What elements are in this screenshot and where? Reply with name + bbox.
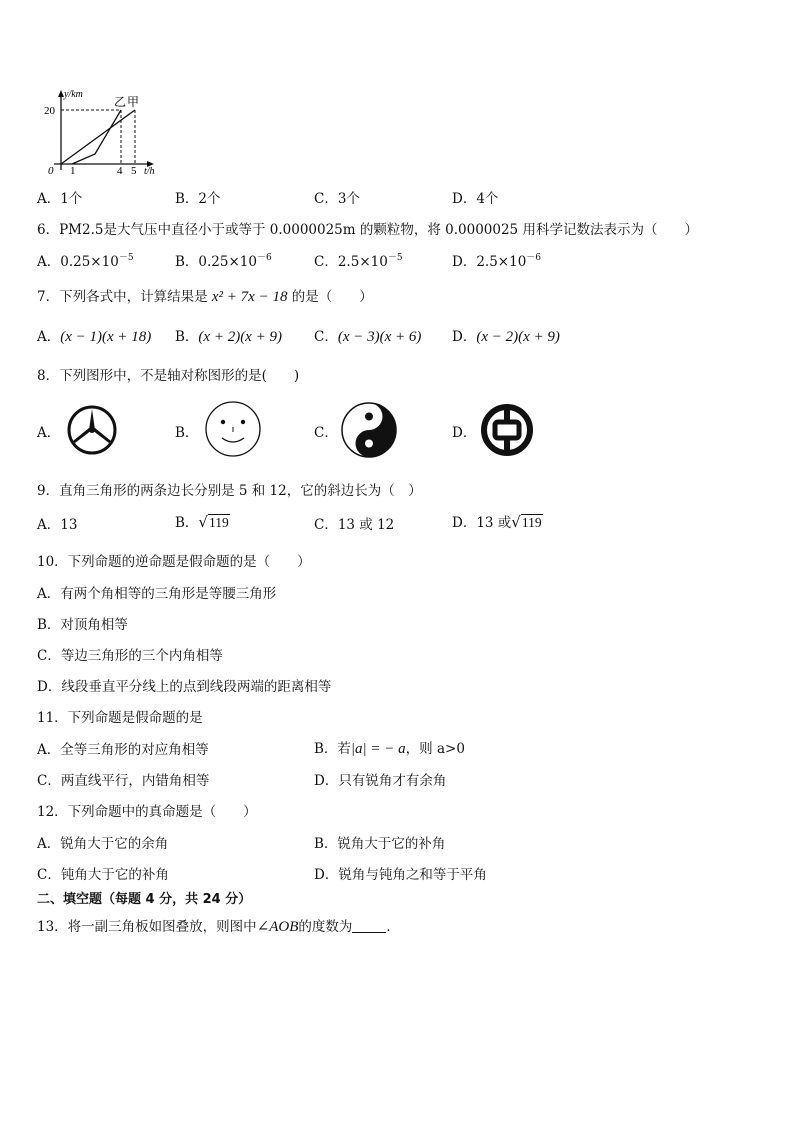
q7-option-b-expr: (x + 2)(x + 9) — [198, 329, 282, 345]
q7-option-d-expr: (x − 2)(x + 9) — [476, 329, 560, 345]
q10-option-c: C．等边三角形的三个内角相等 — [37, 648, 223, 664]
q5-option-b: B．2个 — [175, 191, 221, 207]
q13-answer-blank[interactable] — [352, 920, 386, 933]
q11-option-c: C．两直线平行，内错角相等 — [37, 773, 210, 789]
q6-option-d-label: D． — [452, 254, 477, 270]
q5-option-d: D．4个 — [452, 191, 499, 207]
q9-stem: 9．直角三角形的两条边长分别是 5 和 12，它的斜边长为（ ） — [37, 483, 422, 499]
q8-option-c-label: C． — [314, 425, 338, 441]
series-line-yi — [72, 110, 121, 164]
q13-angle: ∠AOB — [256, 919, 299, 935]
distance-time-graph — [40, 86, 165, 176]
q11-option-b-suffix: ，则 a>0 — [405, 741, 465, 757]
q7-option-c-label: C． — [314, 329, 338, 345]
origin-label: 0 — [48, 165, 54, 176]
q7-option-b — [175, 325, 282, 346]
q6-option-a-exponent: －5 — [118, 253, 134, 263]
q9-option-d — [452, 511, 543, 531]
q11-option-d: D．只有锐角才有余角 — [314, 773, 447, 789]
x-axis-label: t/h — [144, 166, 155, 176]
q8-option-d-label: D． — [452, 425, 477, 441]
q11-option-a: A．全等三角形的对应角相等 — [37, 742, 209, 758]
q8-stem: 8．下列图形中，不是轴对称图形的是( ) — [37, 368, 300, 384]
q9-option-b-sqrt: √119 — [198, 513, 229, 531]
q5-option-c: C．3个 — [314, 191, 360, 207]
q13-stem — [37, 915, 400, 936]
q12-stem: 12．下列命题中的真命题是（ ） — [37, 804, 257, 820]
q7-option-d — [452, 325, 560, 346]
series-line-jia — [61, 110, 135, 164]
q12-option-a: A．锐角大于它的余角 — [37, 836, 169, 852]
q6-option-b — [175, 250, 272, 270]
q8-option-b-label: B． — [175, 425, 199, 441]
q7-option-a-label: A． — [37, 329, 61, 345]
y-tick-20: 20 — [44, 105, 55, 117]
x-tick-4: 4 — [117, 165, 123, 176]
q9-option-b-radicand: 119 — [208, 515, 229, 530]
x-tick-5: 5 — [131, 165, 137, 176]
q6-option-b-label: B． — [175, 254, 199, 270]
q12-option-d: D．锐角与钝角之和等于平角 — [314, 867, 487, 883]
q10-stem: 10．下列命题的逆命题是假命题的是（ ） — [37, 554, 311, 570]
q7-option-c-expr: (x − 3)(x + 6) — [337, 329, 422, 345]
q6-option-c-label: C． — [314, 254, 338, 270]
q7-option-d-label: D． — [452, 329, 477, 345]
q11-stem: 11．下列命题是假命题的是 — [37, 710, 203, 726]
q7-option-c — [314, 325, 421, 346]
q13-suffix: 的度数为 — [298, 919, 353, 935]
q6-stem: 6．PM2.5是大气压中直径小于或等于 0.0000025m 的颗粒物，将 0.0000025 用科学记数法表示为（ ） — [37, 222, 698, 238]
q5-option-a: A．1个 — [37, 191, 83, 207]
q7-stem — [37, 285, 373, 306]
q6-option-c-exponent: －5 — [387, 253, 403, 263]
q9-option-a: A．13 — [37, 517, 78, 533]
q6-option-b-mantissa: 0.25×10 — [198, 254, 257, 270]
q7-option-b-label: B． — [175, 329, 199, 345]
q7-option-a-expr: (x − 1)(x + 18) — [60, 329, 152, 345]
yin-yang-icon — [340, 401, 398, 459]
q7-option-a — [37, 325, 151, 346]
q6-option-d-exponent: －6 — [526, 253, 542, 263]
q12-option-b: B．锐角大于它的补角 — [314, 836, 446, 852]
q7-stem-suffix: 的是（ ） — [291, 289, 373, 305]
q12-option-c: C．钝角大于它的补角 — [37, 867, 169, 883]
q9-option-b-label: B． — [175, 515, 199, 531]
q13-end: ． — [386, 919, 400, 935]
q11-option-b-math: |a| = − a — [350, 741, 406, 757]
q9-option-c: C．13 或 12 — [314, 517, 395, 533]
section-heading-fill-in: 二、填空题（每题 4 分，共 24 分） — [37, 892, 252, 907]
smiley-face-icon — [202, 400, 264, 458]
q11-option-b-prefix: B．若 — [314, 741, 351, 757]
q6-option-b-exponent: －6 — [256, 253, 272, 263]
q6-option-d — [452, 250, 541, 270]
series-label-yi: 乙 — [114, 95, 127, 109]
q13-prefix: 13．将一副三角板如图叠放，则图中 — [37, 919, 257, 935]
q7-target-expression: x² + 7x − 18 — [211, 289, 288, 305]
q6-option-d-mantissa: 2.5×10 — [476, 254, 527, 270]
series-label-jia: 甲 — [127, 95, 140, 109]
x-tick-1: 1 — [70, 165, 76, 176]
q6-option-c-mantissa: 2.5×10 — [337, 254, 388, 270]
q9-option-d-sqrt: √119 — [511, 513, 542, 531]
q10-option-a: A．有两个角相等的三角形是等腰三角形 — [37, 586, 277, 602]
q8-option-a-label: A． — [37, 425, 61, 441]
q6-option-a-label: A． — [37, 254, 61, 270]
q9-option-d-radicand: 119 — [521, 515, 542, 530]
q9-option-d-label: D．13 或 — [452, 515, 512, 531]
mercedes-star-icon — [65, 403, 119, 457]
bank-of-china-logo-icon — [479, 402, 535, 458]
y-axis-label: y/km — [64, 89, 83, 100]
q6-option-a-mantissa: 0.25×10 — [60, 254, 119, 270]
q6-option-c — [314, 250, 403, 270]
q10-option-b: B．对顶角相等 — [37, 617, 128, 633]
q7-stem-prefix: 7．下列各式中，计算结果是 — [37, 289, 208, 305]
q10-option-d: D．线段垂直平分线上的点到线段两端的距离相等 — [37, 679, 332, 695]
q11-option-b — [314, 737, 465, 758]
q6-option-a — [37, 250, 134, 270]
q9-option-b — [175, 511, 230, 531]
